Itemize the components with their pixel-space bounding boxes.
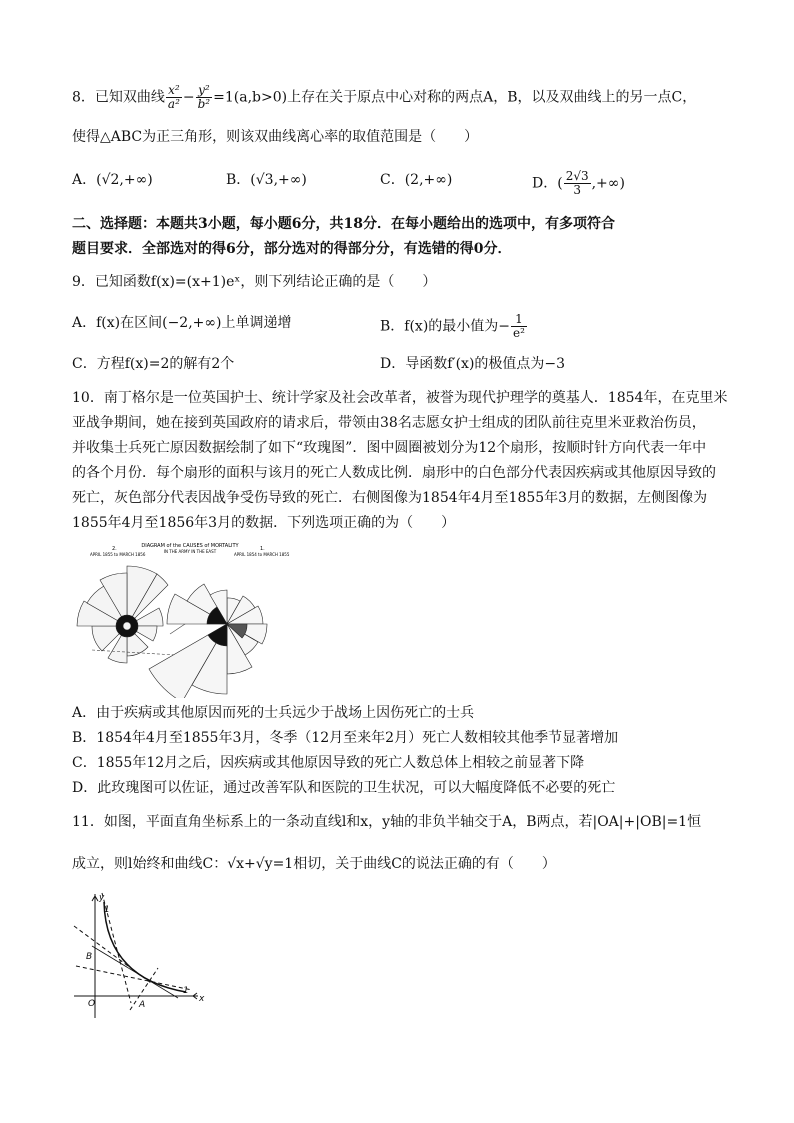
label-x: x — [199, 994, 205, 1004]
q8-option-a: A．(√2,+∞) — [72, 172, 153, 188]
q10-stem-line4: 的各个月份．每个扇形的面积与该月的死亡人数成比例．扇形中的白色部分代表因疾病或其他原因导致的 — [72, 465, 716, 481]
rose-right-number: 1. — [260, 546, 265, 552]
q11-stem-line2: 成立，则l始终和曲线C：√x+√y=1相切，关于曲线C的说法正确的有（ ） — [72, 856, 556, 872]
q9-option-d: D．导函数f′(x)的极值点为−3 — [380, 356, 566, 372]
q10-stem-line5: 死亡，灰色部分代表因战争受伤导致的死亡．右侧图像为1854年4月至1855年3月的数据，左侧图像为 — [72, 490, 708, 506]
label-point-a: A — [139, 1000, 146, 1010]
q8-option-c: C．(2,+∞) — [380, 172, 453, 188]
nightingale-rose-diagram — [72, 538, 312, 698]
q9-stem: 9．已知函数f(x)=(x+1)eˣ，则下列结论正确的是（ ） — [72, 274, 437, 290]
label-y: y — [99, 893, 105, 903]
q9-option-c: C．方程f(x)=2的解有2个 — [72, 356, 235, 372]
q9-option-b: B．f(x)的最小值为− $\frac{1}{\text{e²}}$ — [380, 312, 525, 340]
section2-heading-line1: 二、选择题：本题共3小题，每小题6分，共18分．在每小题给出的选项中，有多项符合 — [72, 216, 615, 232]
rose-right-label: APRIL 1854 to MARCH 1855 — [234, 552, 290, 557]
q10-stem-line2: 亚战争期间，她在接到英国政府的请求后，带领由38名志愿女护士组成的团队前往克里米亚救治伤员， — [72, 415, 706, 431]
label-one-y: 1 — [104, 905, 110, 915]
fraction-1-e2: $\frac{1}{\text{e²}}$ — [513, 312, 525, 340]
rose-title: DIAGRAM of the CAUSES of MORTALITY — [141, 543, 239, 549]
fraction-2root3-3: $\frac{2√3}{3}$ — [565, 169, 589, 197]
q9-option-a: A．f(x)在区间(−2,+∞)上单调递增 — [72, 315, 292, 331]
rose-right — [149, 584, 267, 698]
rose-left-number: 2. — [112, 546, 117, 552]
q10-option-c: C．1855年12月之后，因疾病或其他原因导致的死亡人数总体上相较之前显著下降 — [72, 755, 585, 771]
q8-option-b: B．(√3,+∞) — [226, 172, 307, 188]
section2-heading-line2: 题目要求．全部选对的得6分，部分选对的得部分分，有选错的得0分． — [72, 241, 512, 257]
rose-left — [77, 566, 168, 663]
q11-curve-graph — [66, 888, 206, 1023]
q10-stem-line3: 并收集士兵死亡原因数据绘制了如下“玫瑰图”．图中圆圈被划分为12个扇形，按顺时针方向代表一年中 — [72, 440, 707, 456]
label-origin: O — [88, 999, 96, 1009]
fraction-y2-b2: $\frac{\text{y²}}{\text{b²}}$ — [197, 83, 211, 111]
q8-stem-line2: 使得△ABC为正三角形，则该双曲线离心率的取值范围是（ ） — [72, 129, 479, 145]
rose-subtitle: IN THE ARMY IN THE EAST — [163, 549, 217, 554]
q11-stem-line1: 11．如图，平面直角坐标系上的一条动直线l和x，y轴的非负半轴交于A，B两点，若|OA|+|OB|=1恒 — [72, 814, 702, 830]
q8-stem-line1: 8．已知双曲线 $\frac{\text{x²}}{\text{a²}}$ − $\frac{\text{y²}}{\text{b²}}$ =1(a,b>0)上存在关于原点中心对称的两点A，B，以及双曲线上的另一点C， — [72, 83, 697, 111]
q10-option-b: B．1854年4月至1855年3月，冬季（12月至来年2月）死亡人数相较其他季节显著增加 — [72, 730, 619, 746]
q8-option-d: D．( $\frac{2√3}{3}$ ,+∞) — [532, 169, 625, 197]
fraction-x2-a2: $\frac{\text{x²}}{\text{a²}}$ — [167, 83, 180, 111]
q10-option-a: A．由于疾病或其他原因而死的士兵远少于战场上因伤死亡的士兵 — [72, 705, 475, 721]
label-one-x: 1 — [183, 986, 189, 996]
label-point-b: B — [86, 952, 93, 962]
q10-stem-line6: 1855年4月至1856年3月的数据．下列选项正确的为（ ） — [72, 515, 456, 531]
q10-stem-line1: 10．南丁格尔是一位英国护士、统计学家及社会改革者，被誉为现代护理学的奠基人．1854年，在克里米 — [72, 390, 728, 406]
rose-left-label: APRIL 1855 to MARCH 1856 — [90, 552, 146, 557]
q10-option-d: D．此玫瑰图可以佐证，通过改善军队和医院的卫生状况，可以大幅度降低不必要的死亡 — [72, 780, 616, 796]
